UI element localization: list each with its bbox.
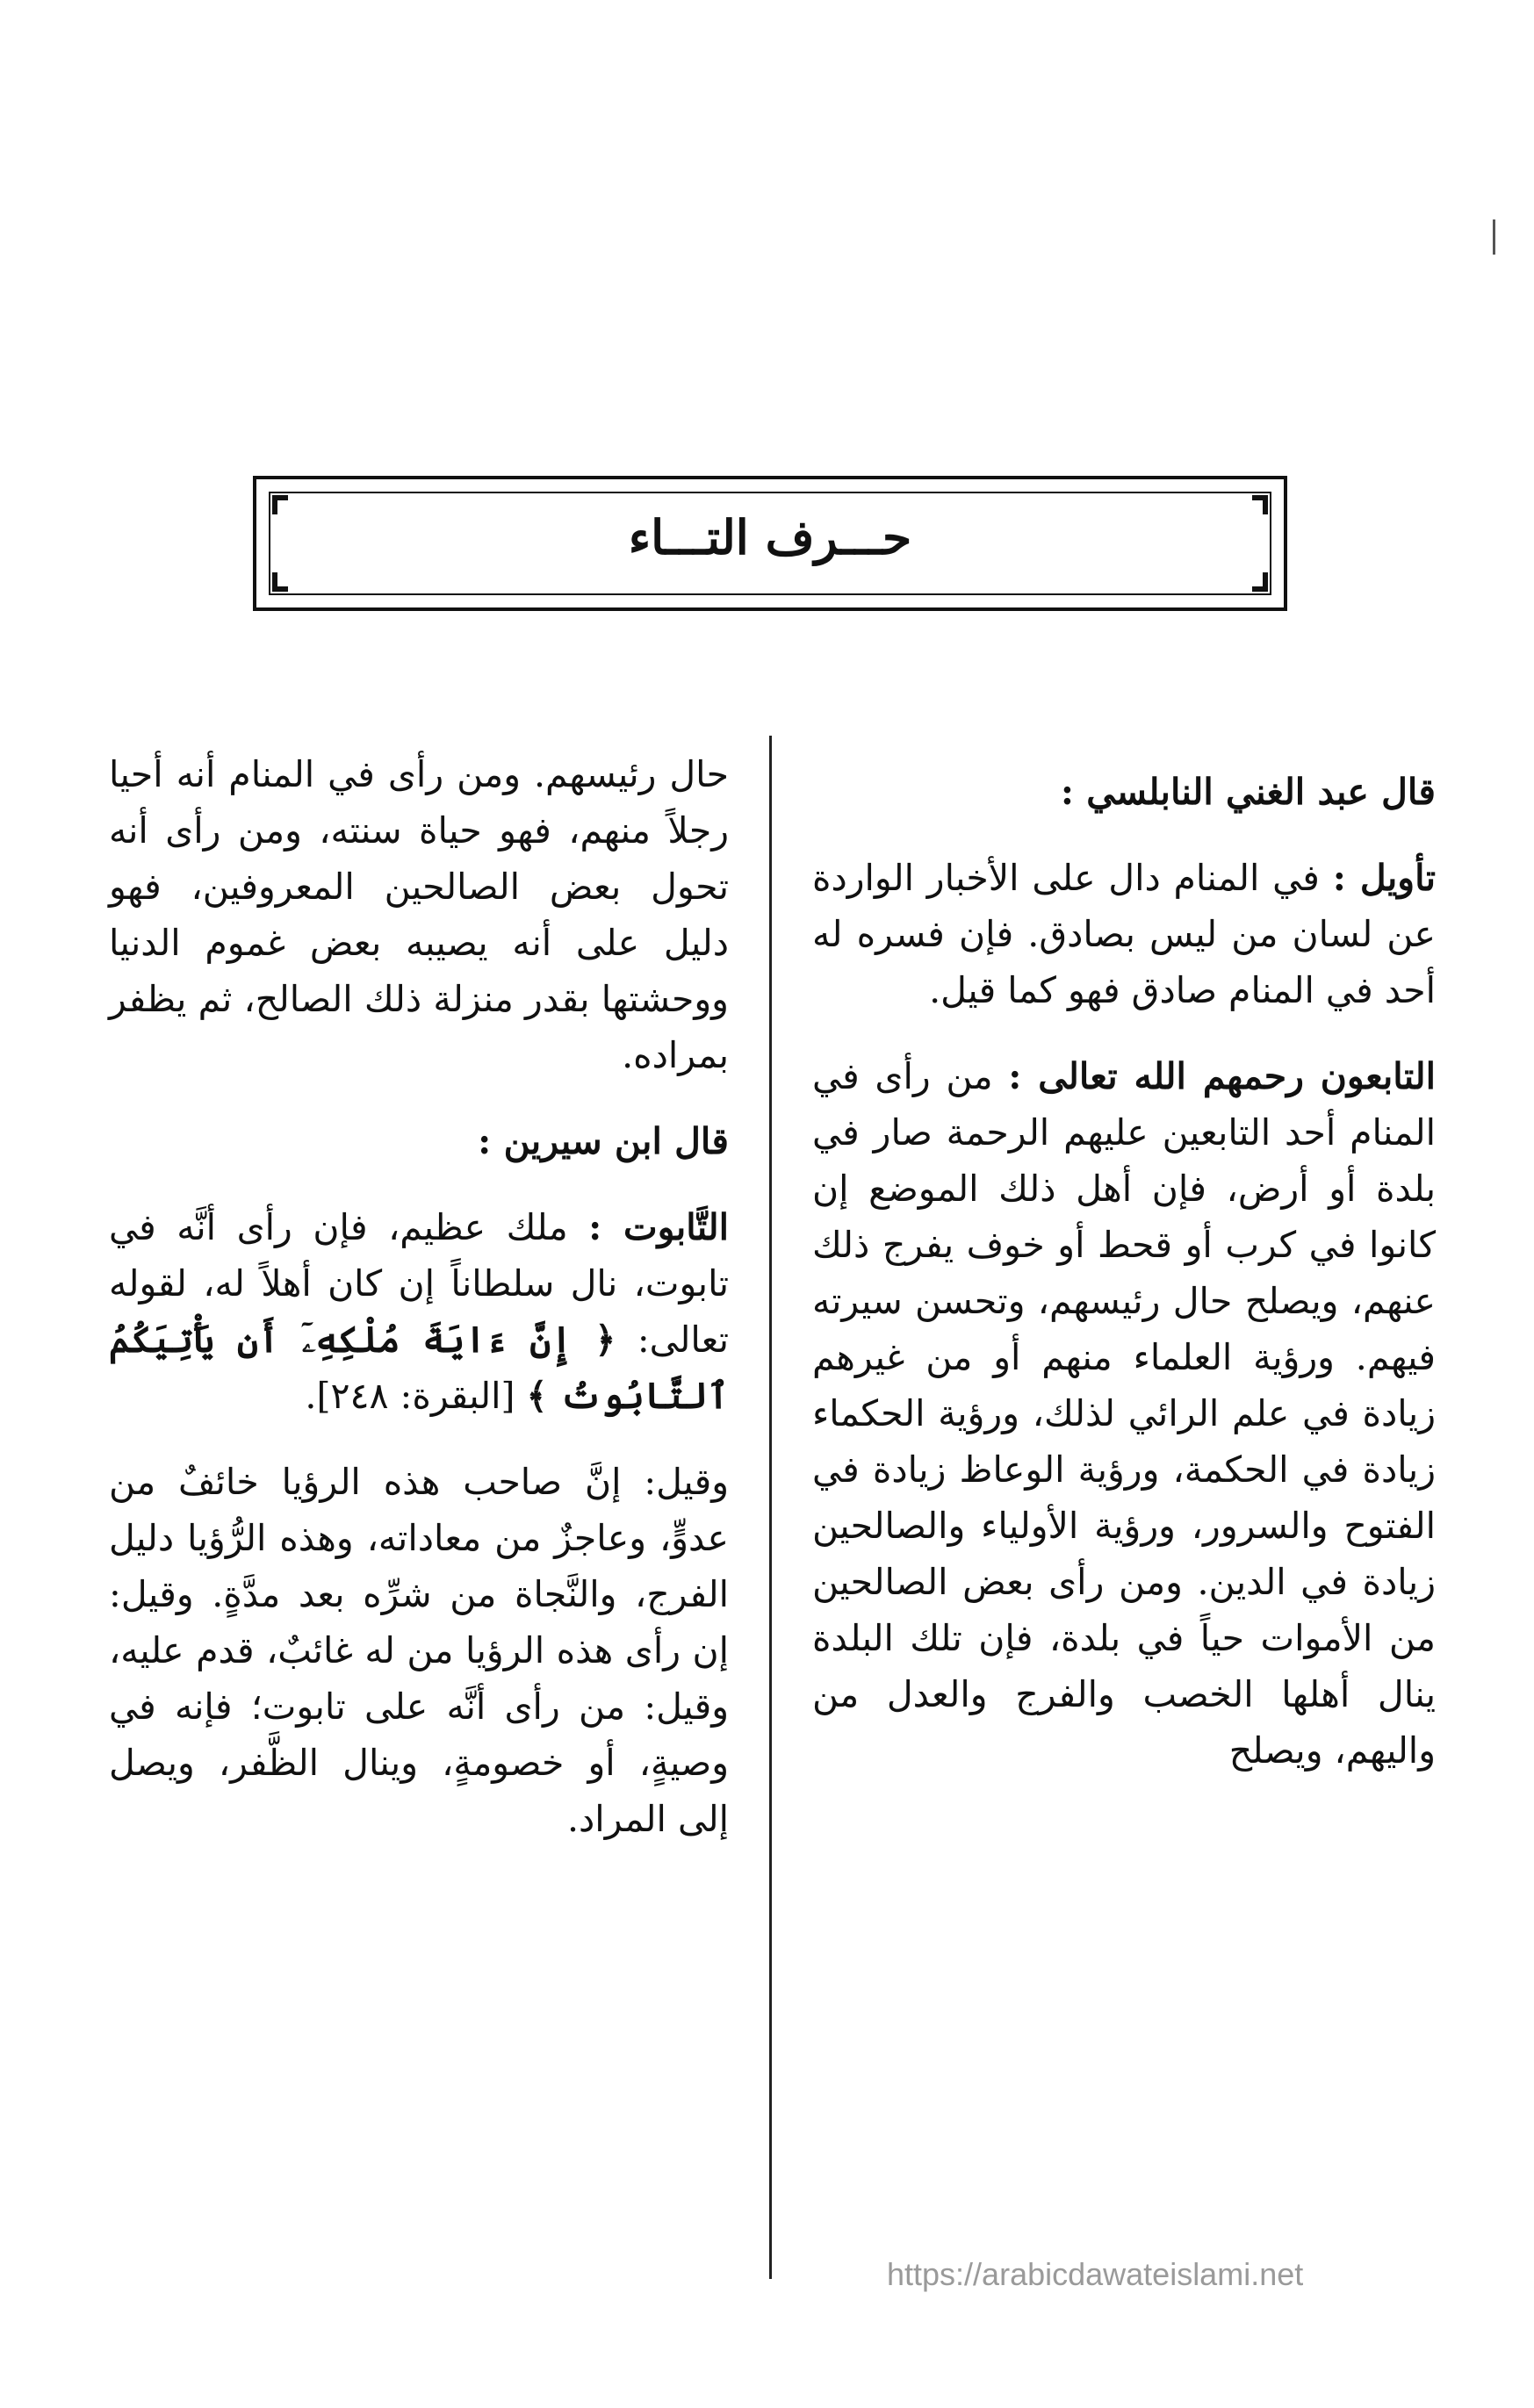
entry-tabioon xyxy=(812,1048,1436,1779)
entry-term: تأويل : xyxy=(1332,857,1437,899)
entry-term: التابعون رحمهم الله تعالى : xyxy=(1008,1055,1437,1097)
entry-taboot xyxy=(109,1199,729,1424)
entry-text: ملك عظيم، فإن رأى أنَّه في تابوت، نال سلطاناً إن كان أهلاً له، لقوله تعالى: xyxy=(109,1206,729,1361)
chapter-title: حـــرف التـــاء xyxy=(628,509,912,565)
entry-qeel: وقيل: إنَّ صاحب هذه الرؤيا خائفٌ من عدوٍّ، وعاجزٌ من معاداته، وهذه الرُّؤيا دليل الفرج، والنَّجاة من شرِّه بعد مدَّةٍ. وقيل: إن رأى هذه الرؤيا من له غائبٌ، قدم عليه، وقيل: من رأى أنَّه على تابوت؛ فإنه في وصيةٍ، أو خصومةٍ، وينال الظَّفر، ويصل إلى المراد. xyxy=(109,1461,729,1840)
watermark-url: https://arabicdawateislami.net xyxy=(887,2256,1304,2292)
verse-reference: [البقرة: ٢٤٨]. xyxy=(305,1375,527,1417)
quran-verse: ﴿ إِنَّ ءَايَةَ مُلْكِهِۦٓ أَن يَأْتِيَكُمُ ٱلتَّابُوتُ ﴾ xyxy=(109,1319,729,1417)
scan-edge-mark xyxy=(1493,219,1495,255)
entry-text: في المنام دال على الأخبار الواردة عن لسان من ليس بصادق. فإن فسره له أحد في المنام صادق فهو كما قيل. xyxy=(812,857,1436,1011)
left-column-heading: قال ابن سيرين : xyxy=(478,1120,729,1162)
corner-ornament-icon xyxy=(1252,572,1268,592)
left-column xyxy=(109,746,729,1877)
chapter-title-frame xyxy=(253,476,1287,611)
entry-taweel xyxy=(812,850,1436,1018)
entry-term: التَّابوت : xyxy=(588,1206,729,1248)
right-column-heading: قال عبد الغني النابلسي : xyxy=(1060,771,1436,813)
entry-text: من رأى في المنام أحد التابعين عليهم الرحمة صار في بلدة أو أرض، فإن أهل ذلك الموضع إن كانوا في كرب أو قحط أو خوف يفرج ذلك عنهم، ويصلح حال رئيسهم، وتحسن سيرته فيهم. ورؤية العلماء منهم أو من غيرهم زيادة في علم الرائي لذلك، ورؤية الحكماء زيادة في الحكمة، ورؤية الوعاظ زيادة في الفتوح والسرور، ورؤية الأولياء والصالحين زيادة في الدين. ومن رأى بعض الصالحين من الأموات حياً في بلدة، فإن تلك البلدة ينال أهلها الخصب والفرج والعدل من واليهم، ويصلح xyxy=(812,1055,1436,1772)
column-divider xyxy=(769,736,772,2279)
right-column xyxy=(812,764,1436,1808)
corner-ornament-icon xyxy=(272,572,288,592)
entry-continuation: حال رئيسهم. ومن رأى في المنام أنه أحيا رجلاً منهم، فهو حياة سنته، ومن رأى أنه تحول بعض الصالحين المعروفين، فهو دليل على أنه يصيبه بعض غموم الدنيا ووحشتها بقدر منزلة ذلك الصالح، ثم يظفر بمراده. xyxy=(109,753,729,1076)
